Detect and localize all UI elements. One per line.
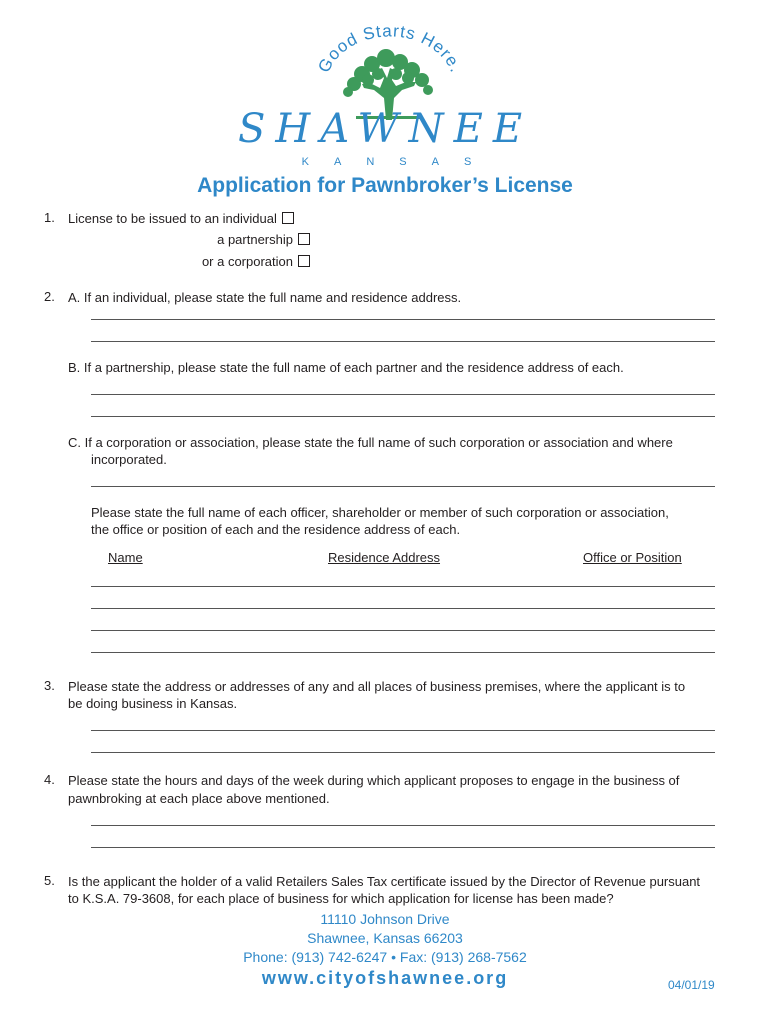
q2c-text-line-2: incorporated. bbox=[91, 452, 167, 467]
q3-number: 3. bbox=[44, 678, 55, 693]
q3-text-line-2: be doing business in Kansas. bbox=[68, 696, 238, 711]
q2c-answer-line[interactable] bbox=[91, 486, 715, 487]
officer-line-2[interactable] bbox=[91, 608, 715, 609]
city-logo-text: SHAWNEE bbox=[237, 106, 533, 152]
q1-label bbox=[68, 210, 294, 227]
officers-text-line-1: Please state the full name of each officer, shareholder or member of such corporation or association, bbox=[91, 505, 669, 520]
q5-text-line-2: to K.S.A. 79-3608, for each place of business for which application for license has been made? bbox=[68, 891, 614, 906]
q1-option-corporation bbox=[150, 254, 310, 269]
q2a-answer-line-1[interactable] bbox=[91, 319, 715, 320]
q2b-text: B. If a partnership, please state the full name of each partner and the residence address of each. bbox=[68, 360, 624, 375]
q4-number: 4. bbox=[44, 772, 55, 787]
officer-line-1[interactable] bbox=[91, 586, 715, 587]
officers-text-line-2: the office or position of each and the residence address of each. bbox=[91, 522, 461, 537]
page-title: Application for Pawnbroker’s License bbox=[197, 174, 573, 197]
q2b-answer-line-1[interactable] bbox=[91, 394, 715, 395]
q5-text-line-1: Is the applicant the holder of a valid Retailers Sales Tax certificate issued by the Director of Revenue pursuant bbox=[68, 874, 701, 889]
partnership-checkbox[interactable] bbox=[298, 233, 310, 245]
footer-phone: Phone: (913) 742-6247 • Fax: (913) 268-7562 bbox=[243, 949, 527, 965]
q4-answer-line-1[interactable] bbox=[91, 825, 715, 826]
q2b-answer-line-2[interactable] bbox=[91, 416, 715, 417]
q2a-text: A. If an individual, please state the full name and residence address. bbox=[68, 290, 462, 305]
revision-date: 04/01/19 bbox=[668, 978, 715, 992]
q2-number: 2. bbox=[44, 289, 55, 304]
q2c-text-line-1: C. If a corporation or association, please state the full name of such corporation or association and where bbox=[68, 435, 673, 450]
column-header-address: Residence Address bbox=[328, 550, 441, 565]
footer-city: Shawnee, Kansas 66203 bbox=[307, 930, 463, 946]
q5-number: 5. bbox=[44, 873, 55, 888]
state-logo-text: KANSAS bbox=[301, 156, 497, 168]
q1-option-partnership bbox=[150, 232, 310, 247]
column-header-name: Name bbox=[108, 550, 143, 565]
officer-line-4[interactable] bbox=[91, 652, 715, 653]
q1-number: 1. bbox=[44, 210, 55, 225]
footer-address: 11110 Johnson Drive bbox=[320, 911, 450, 927]
footer-website-link[interactable]: www.cityofshawnee.org bbox=[261, 968, 509, 988]
q4-text-line-2: pawnbroking at each place above mentioned. bbox=[68, 791, 330, 806]
column-header-office: Office or Position bbox=[583, 550, 682, 565]
partnership-label: a partnership bbox=[217, 232, 293, 247]
officer-line-3[interactable] bbox=[91, 630, 715, 631]
q3-answer-line-2[interactable] bbox=[91, 752, 715, 753]
slogan-text: Good Starts Here. bbox=[314, 21, 466, 76]
q2a-answer-line-2[interactable] bbox=[91, 341, 715, 342]
q4-text-line-1: Please state the hours and days of the week during which applicant proposes to engage in the business of bbox=[68, 773, 680, 788]
individual-checkbox[interactable] bbox=[282, 212, 294, 224]
q4-answer-line-2[interactable] bbox=[91, 847, 715, 848]
corporation-label: or a corporation bbox=[201, 254, 293, 269]
q3-text-line-1: Please state the address or addresses of any and all places of business premises, where the applicant is to bbox=[68, 679, 686, 694]
corporation-checkbox[interactable] bbox=[298, 255, 310, 267]
q3-answer-line-1[interactable] bbox=[91, 730, 715, 731]
q1-individual-label: License to be issued to an individual bbox=[68, 211, 277, 226]
